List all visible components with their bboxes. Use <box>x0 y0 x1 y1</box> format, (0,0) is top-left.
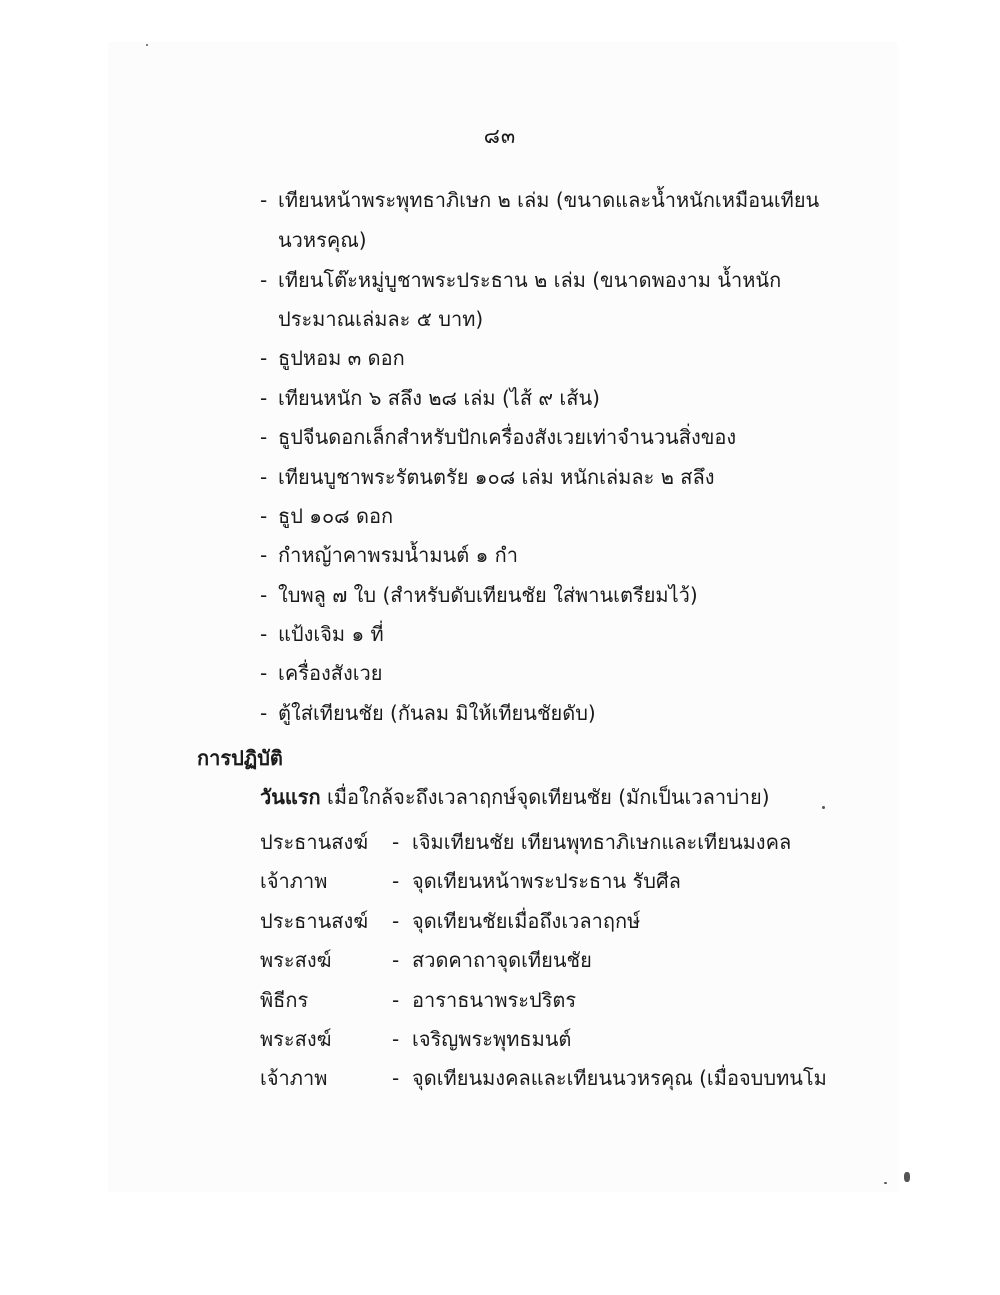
section-heading: การปฏิบัติ <box>197 746 283 770</box>
first-day-label: วันแรก <box>260 785 321 809</box>
list-item: - ธูปจีนดอกเล็กสำหรับปักเครื่องสังเวยเท่าจำนวนสิ่งของ <box>260 425 737 449</box>
procedure-action: - อาราธนาพระปริตร <box>392 988 577 1012</box>
page-sheet <box>108 42 898 1192</box>
list-item-continuation: นวหรคุณ) <box>278 228 367 252</box>
procedure-role: เจ้าภาพ <box>260 869 328 893</box>
procedure-action: - เจิมเทียนชัย เทียนพุทธาภิเษกและเทียนมงคล <box>392 830 792 854</box>
procedure-role: ประธานสงฆ์ <box>260 830 369 854</box>
procedure-role: พระสงฆ์ <box>260 1027 332 1051</box>
list-item: - ใบพลู ๗ ใบ (สำหรับดับเทียนชัย ใส่พานเตรียมไว้) <box>260 583 698 607</box>
list-item: - เทียนโต๊ะหมู่บูชาพระประธาน ๒ เล่ม (ขนาดพองาม น้ำหนัก <box>260 268 782 292</box>
procedure-role: ประธานสงฆ์ <box>260 909 369 933</box>
scan-speck <box>884 1182 887 1184</box>
list-item: - ธูป ๑๐๘ ดอก <box>260 504 394 528</box>
procedure-action: - สวดคาถาจุดเทียนชัย <box>392 948 592 972</box>
scan-speck <box>146 44 148 46</box>
procedure-action: - จุดเทียนชัยเมื่อถึงเวลาฤกษ์ <box>392 909 641 933</box>
page-number: ๘๓ <box>483 124 517 148</box>
scan-speck <box>904 1172 910 1182</box>
list-item: - เทียนหนัก ๖ สลึง ๒๘ เล่ม (ไส้ ๙ เส้น) <box>260 386 600 410</box>
list-item: - กำหญ้าคาพรมน้ำมนต์ ๑ กำ <box>260 543 519 567</box>
list-item: - ธูปหอม ๓ ดอก <box>260 346 405 370</box>
first-day-text: เมื่อใกล้จะถึงเวลาฤกษ์จุดเทียนชัย (มักเป็นเวลาบ่าย) <box>327 785 770 809</box>
list-item: - แป้งเจิม ๑ ที่ <box>260 622 384 646</box>
procedure-role: เจ้าภาพ <box>260 1066 328 1090</box>
procedure-role: พิธีกร <box>260 988 309 1012</box>
first-day-line <box>260 787 770 807</box>
procedure-action: - จุดเทียนมงคลและเทียนนวหรคุณ (เมื่อจบบทนโม <box>392 1066 827 1090</box>
procedure-action: - จุดเทียนหน้าพระประธาน รับศีล <box>392 869 681 893</box>
scan-speck <box>822 806 825 809</box>
procedure-action: - เจริญพระพุทธมนต์ <box>392 1027 572 1051</box>
list-item: - เครื่องสังเวย <box>260 661 383 685</box>
list-item-continuation: ประมาณเล่มละ ๕ บาท) <box>278 307 484 331</box>
list-item: - ตู้ใส่เทียนชัย (กันลม มิให้เทียนชัยดับ) <box>260 701 596 725</box>
list-item: - เทียนหน้าพระพุทธาภิเษก ๒ เล่ม (ขนาดและน้ำหนักเหมือนเทียน <box>260 188 820 212</box>
procedure-role: พระสงฆ์ <box>260 948 332 972</box>
list-item: - เทียนบูชาพระรัตนตรัย ๑๐๘ เล่ม หนักเล่มละ ๒ สลึง <box>260 465 715 489</box>
